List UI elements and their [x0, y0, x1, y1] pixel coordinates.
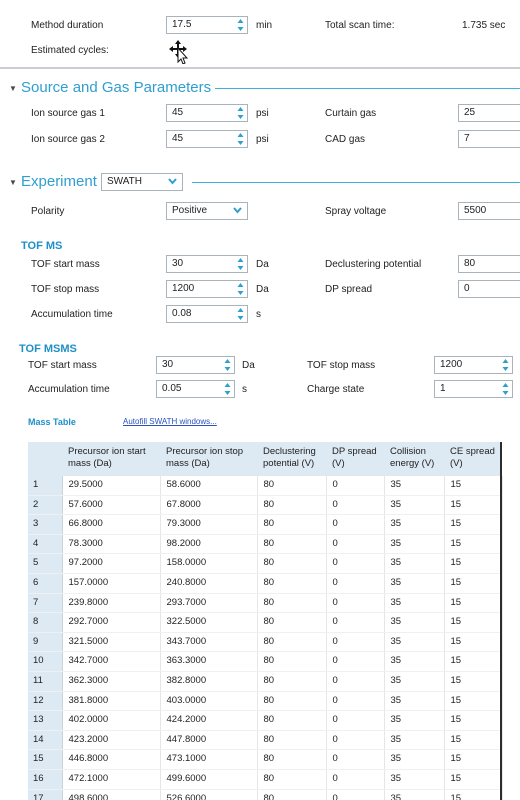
row-number: 5 [28, 554, 62, 574]
top-divider [0, 67, 520, 69]
table-cell[interactable]: 15 [444, 652, 502, 672]
table-cell[interactable]: 80 [257, 671, 326, 691]
row-number: 12 [28, 691, 62, 711]
collapse-triangle-icon[interactable]: ▼ [9, 84, 17, 93]
total-scan-time-value: 1.735 sec [462, 20, 506, 31]
table-cell[interactable]: 80 [257, 476, 326, 495]
table-cell[interactable]: 35 [384, 534, 444, 554]
table-cell[interactable]: 292.7000 [62, 613, 160, 633]
spin-arrows-icon[interactable] [237, 18, 244, 32]
table-scroll-edge[interactable] [500, 442, 502, 800]
table-cell[interactable]: 342.7000 [62, 652, 160, 672]
table-cell[interactable]: 15 [444, 769, 502, 789]
table-cell[interactable]: 0 [326, 730, 384, 750]
tof-ms-stop-mass-unit: Da [256, 284, 269, 295]
table-cell[interactable]: 15 [444, 711, 502, 731]
row-number: 11 [28, 671, 62, 691]
table-row[interactable] [28, 554, 502, 574]
tof-msms-accumulation-input[interactable] [156, 380, 235, 398]
table-cell[interactable]: 35 [384, 554, 444, 574]
table-cell[interactable]: 29.5000 [62, 476, 160, 495]
ion-source-gas2-label: Ion source gas 2 [31, 134, 105, 145]
row-number: 1 [28, 476, 62, 495]
tof-ms-accumulation-label: Accumulation time [31, 309, 113, 320]
method-duration-value: 17.5 [172, 19, 192, 30]
table-cell[interactable]: 362.3000 [62, 671, 160, 691]
table-cell[interactable]: 0 [326, 534, 384, 554]
table-row[interactable] [28, 652, 502, 672]
row-number: 8 [28, 613, 62, 633]
column-header[interactable]: Precursor ion stop mass (Da) [160, 442, 257, 476]
chevron-down-icon [168, 178, 177, 185]
curtain-gas-input[interactable] [458, 104, 520, 122]
table-row[interactable] [28, 711, 502, 731]
experiment-type-select[interactable] [101, 173, 183, 191]
curtain-gas-value: 25 [464, 107, 476, 118]
ion-source-gas1-label: Ion source gas 1 [31, 108, 105, 119]
table-cell[interactable]: 15 [444, 613, 502, 633]
table-cell[interactable]: 0 [326, 691, 384, 711]
row-number-header[interactable] [28, 442, 62, 476]
table-cell[interactable]: 472.1000 [62, 769, 160, 789]
table-cell[interactable]: 0 [326, 515, 384, 535]
table-cell[interactable]: 0 [326, 671, 384, 691]
table-cell[interactable]: 0 [326, 711, 384, 731]
ion-source-gas1-input[interactable] [166, 104, 248, 122]
table-cell[interactable]: 382.8000 [160, 671, 257, 691]
table-cell[interactable]: 58.6000 [160, 476, 257, 495]
table-cell[interactable]: 15 [444, 632, 502, 652]
spin-arrows-icon[interactable] [237, 282, 244, 296]
tof-msms-stop-mass-input[interactable] [434, 356, 513, 374]
chevron-down-icon [233, 207, 242, 214]
tof-msms-accumulation-value: 0.05 [162, 383, 182, 394]
polarity-value: Positive [172, 205, 208, 216]
table-cell[interactable]: 15 [444, 730, 502, 750]
table-cell[interactable]: 80 [257, 515, 326, 535]
row-number: 7 [28, 593, 62, 613]
table-cell[interactable]: 0 [326, 613, 384, 633]
column-header[interactable]: DP spread (V) [326, 442, 384, 476]
dp-spread-input[interactable] [458, 280, 520, 298]
table-cell[interactable]: 15 [444, 671, 502, 691]
curtain-gas-label: Curtain gas [325, 108, 377, 119]
table-row[interactable] [28, 730, 502, 750]
table-row[interactable] [28, 632, 502, 652]
table-cell[interactable]: 35 [384, 613, 444, 633]
tof-ms-accumulation-input[interactable] [166, 305, 248, 323]
cad-gas-value: 7 [464, 133, 470, 144]
table-row[interactable] [28, 789, 502, 800]
table-cell[interactable]: 0 [326, 554, 384, 574]
tof-msms-title: TOF MSMS [19, 343, 77, 355]
row-number: 13 [28, 711, 62, 731]
ion-source-gas1-unit: psi [256, 108, 269, 119]
table-cell[interactable]: 80 [257, 730, 326, 750]
table-cell[interactable]: 403.0000 [160, 691, 257, 711]
table-cell[interactable]: 80 [257, 534, 326, 554]
table-cell[interactable]: 35 [384, 476, 444, 495]
row-number: 16 [28, 769, 62, 789]
method-duration-label: Method duration [31, 20, 104, 31]
method-duration-unit: min [256, 20, 273, 31]
table-cell[interactable]: 0 [326, 789, 384, 800]
tof-msms-accumulation-label: Accumulation time [28, 384, 110, 395]
table-row[interactable] [28, 691, 502, 711]
declustering-potential-value: 80 [464, 258, 476, 269]
table-cell[interactable]: 80 [257, 789, 326, 800]
table-cell[interactable]: 0 [326, 593, 384, 613]
tof-msms-start-mass-unit: Da [242, 360, 255, 371]
row-number: 14 [28, 730, 62, 750]
table-cell[interactable]: 66.8000 [62, 515, 160, 535]
table-cell[interactable]: 80 [257, 613, 326, 633]
table-cell[interactable]: 158.0000 [160, 554, 257, 574]
table-cell[interactable]: 239.8000 [62, 593, 160, 613]
table-cell[interactable]: 447.8000 [160, 730, 257, 750]
tof-msms-stop-mass-value: 1200 [440, 359, 463, 370]
table-cell[interactable]: 79.3000 [160, 515, 257, 535]
table-cell[interactable]: 80 [257, 711, 326, 731]
table-cell[interactable]: 35 [384, 769, 444, 789]
table-cell[interactable]: 381.8000 [62, 691, 160, 711]
table-cell[interactable]: 0 [326, 476, 384, 495]
mass-table [28, 442, 503, 800]
table-cell[interactable]: 498.6000 [62, 789, 160, 800]
table-row[interactable] [28, 769, 502, 789]
table-cell[interactable]: 67.8000 [160, 495, 257, 515]
table-cell[interactable]: 423.2000 [62, 730, 160, 750]
mass-table-header [28, 442, 502, 476]
table-cell[interactable]: 293.7000 [160, 593, 257, 613]
tof-msms-accumulation-unit: s [242, 384, 247, 395]
table-cell[interactable]: 0 [326, 632, 384, 652]
experiment-section-title: Experiment [21, 173, 97, 190]
table-cell[interactable]: 35 [384, 671, 444, 691]
tof-ms-start-mass-value: 30 [172, 258, 184, 269]
cad-gas-label: CAD gas [325, 134, 366, 145]
table-row[interactable] [28, 573, 502, 593]
table-row[interactable] [28, 476, 502, 495]
table-cell[interactable]: 15 [444, 495, 502, 515]
table-cell[interactable]: 15 [444, 691, 502, 711]
table-cell[interactable]: 35 [384, 691, 444, 711]
table-cell[interactable]: 0 [326, 573, 384, 593]
row-number: 10 [28, 652, 62, 672]
table-cell[interactable]: 35 [384, 632, 444, 652]
table-cell[interactable]: 80 [257, 769, 326, 789]
table-cell[interactable]: 343.7000 [160, 632, 257, 652]
table-cell[interactable]: 80 [257, 632, 326, 652]
table-cell[interactable]: 15 [444, 789, 502, 800]
table-cell[interactable]: 80 [257, 750, 326, 770]
table-cell[interactable]: 15 [444, 750, 502, 770]
charge-state-value: 1 [440, 383, 446, 394]
tof-ms-accumulation-value: 0.08 [172, 308, 192, 319]
table-cell[interactable]: 402.0000 [62, 711, 160, 731]
spin-arrows-icon[interactable] [224, 358, 231, 372]
table-cell[interactable]: 15 [444, 573, 502, 593]
row-number: 9 [28, 632, 62, 652]
table-row[interactable] [28, 613, 502, 633]
spin-arrows-icon[interactable] [224, 382, 231, 396]
cad-gas-input[interactable] [458, 130, 520, 148]
table-cell[interactable]: 446.8000 [62, 750, 160, 770]
spin-arrows-icon[interactable] [502, 382, 509, 396]
spin-arrows-icon[interactable] [237, 106, 244, 120]
ion-source-gas2-value: 45 [172, 133, 184, 144]
table-cell[interactable]: 0 [326, 769, 384, 789]
table-cell[interactable]: 57.6000 [62, 495, 160, 515]
tof-msms-start-mass-input[interactable] [156, 356, 235, 374]
charge-state-label: Charge state [307, 384, 365, 395]
table-cell[interactable]: 97.2000 [62, 554, 160, 574]
spray-voltage-input[interactable] [458, 202, 520, 220]
table-cell[interactable]: 35 [384, 789, 444, 800]
polarity-select[interactable] [166, 202, 248, 220]
table-cell[interactable]: 80 [257, 691, 326, 711]
section-line [192, 182, 520, 183]
table-cell[interactable]: 80 [257, 593, 326, 613]
table-cell[interactable]: 35 [384, 730, 444, 750]
table-row[interactable] [28, 593, 502, 613]
table-cell[interactable]: 526.6000 [160, 789, 257, 800]
table-cell[interactable]: 80 [257, 495, 326, 515]
table-cell[interactable]: 80 [257, 652, 326, 672]
tof-msms-start-mass-value: 30 [162, 359, 174, 370]
total-scan-time-label: Total scan time: [325, 20, 395, 31]
table-row[interactable] [28, 671, 502, 691]
polarity-label: Polarity [31, 206, 65, 217]
spin-arrows-icon[interactable] [502, 358, 509, 372]
table-cell[interactable]: 15 [444, 554, 502, 574]
row-number: 17 [28, 789, 62, 800]
ion-source-gas1-value: 45 [172, 107, 184, 118]
row-number: 3 [28, 515, 62, 535]
table-cell[interactable]: 15 [444, 476, 502, 495]
table-cell[interactable]: 35 [384, 495, 444, 515]
table-cell[interactable]: 35 [384, 750, 444, 770]
table-cell[interactable]: 15 [444, 593, 502, 613]
table-row[interactable] [28, 750, 502, 770]
ion-source-gas2-unit: psi [256, 134, 269, 145]
table-cell[interactable]: 35 [384, 515, 444, 535]
table-row[interactable] [28, 515, 502, 535]
table-cell[interactable]: 157.0000 [62, 573, 160, 593]
table-cell[interactable]: 0 [326, 652, 384, 672]
table-row[interactable] [28, 495, 502, 515]
source-gas-section-title: Source and Gas Parameters [21, 79, 212, 96]
tof-ms-title: TOF MS [21, 240, 63, 252]
column-header[interactable]: Collision energy (V) [384, 442, 444, 476]
spray-voltage-value: 5500 [464, 205, 487, 216]
table-cell[interactable]: 98.2000 [160, 534, 257, 554]
tof-ms-start-mass-label: TOF start mass [31, 259, 100, 270]
spin-arrows-icon[interactable] [237, 257, 244, 271]
tof-msms-start-mass-label: TOF start mass [28, 360, 97, 371]
dp-spread-value: 0 [464, 283, 470, 294]
declustering-potential-label: Declustering potential [325, 259, 422, 270]
table-cell[interactable]: 321.5000 [62, 632, 160, 652]
column-header[interactable]: CE spread (V) [444, 442, 502, 476]
row-number: 15 [28, 750, 62, 770]
table-cell[interactable]: 0 [326, 495, 384, 515]
tof-ms-stop-mass-label: TOF stop mass [31, 284, 100, 295]
tof-ms-start-mass-unit: Da [256, 259, 269, 270]
table-cell[interactable]: 35 [384, 593, 444, 613]
table-cell[interactable]: 363.3000 [160, 652, 257, 672]
table-cell[interactable]: 80 [257, 573, 326, 593]
mass-table-title: Mass Table [28, 417, 76, 427]
table-cell[interactable]: 35 [384, 652, 444, 672]
method-duration-input[interactable] [166, 16, 248, 34]
table-cell[interactable]: 35 [384, 711, 444, 731]
move-cursor-icon [168, 40, 190, 64]
table-cell[interactable]: 473.1000 [160, 750, 257, 770]
table-cell[interactable]: 0 [326, 750, 384, 770]
table-cell[interactable]: 15 [444, 534, 502, 554]
row-number: 2 [28, 495, 62, 515]
estimated-cycles-label: Estimated cycles: [31, 45, 109, 56]
experiment-type-value: SWATH [107, 176, 142, 187]
autofill-swath-link[interactable]: Autofill SWATH windows... [123, 417, 217, 426]
dp-spread-label: DP spread [325, 284, 373, 295]
declustering-potential-input[interactable] [458, 255, 520, 273]
tof-ms-stop-mass-input[interactable] [166, 280, 248, 298]
table-cell[interactable]: 424.2000 [160, 711, 257, 731]
tof-ms-start-mass-input[interactable] [166, 255, 248, 273]
table-cell[interactable]: 15 [444, 515, 502, 535]
charge-state-input[interactable] [434, 380, 513, 398]
table-cell[interactable]: 499.6000 [160, 769, 257, 789]
tof-ms-accumulation-unit: s [256, 309, 261, 320]
column-header[interactable]: Precursor ion start mass (Da) [62, 442, 160, 476]
row-number: 4 [28, 534, 62, 554]
ion-source-gas2-input[interactable] [166, 130, 248, 148]
section-line [215, 88, 520, 89]
table-cell[interactable]: 35 [384, 573, 444, 593]
table-cell[interactable]: 78.3000 [62, 534, 160, 554]
spin-arrows-icon[interactable] [237, 132, 244, 146]
collapse-triangle-icon[interactable]: ▼ [9, 178, 17, 187]
row-number: 6 [28, 573, 62, 593]
tof-msms-stop-mass-label: TOF stop mass [307, 360, 376, 371]
table-cell[interactable]: 322.5000 [160, 613, 257, 633]
table-cell[interactable]: 240.8000 [160, 573, 257, 593]
table-row[interactable] [28, 534, 502, 554]
column-header[interactable]: Declustering potential (V) [257, 442, 326, 476]
table-cell[interactable]: 80 [257, 554, 326, 574]
spray-voltage-label: Spray voltage [325, 206, 387, 217]
tof-ms-stop-mass-value: 1200 [172, 283, 195, 294]
spin-arrows-icon[interactable] [237, 307, 244, 321]
